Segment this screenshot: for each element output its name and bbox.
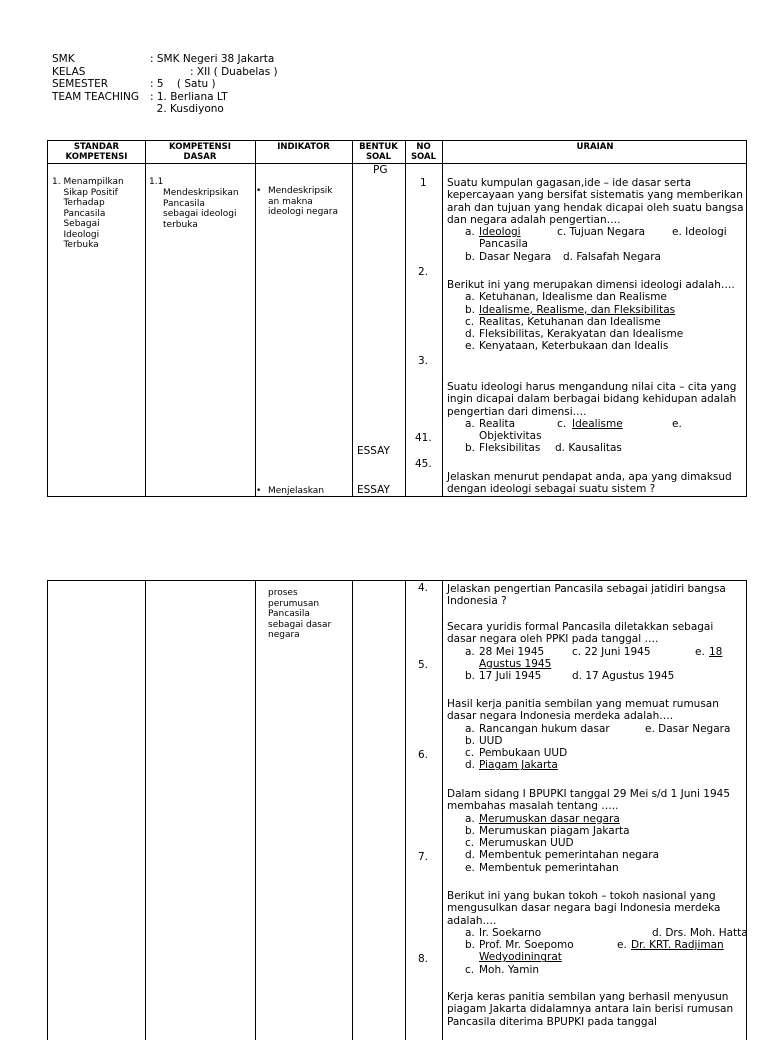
standar-kompetensi-text: 1. Menampilkan Sikap Positif Terhadap Pancasila Sebagai Ideologi Terbuka — [52, 177, 124, 250]
header-indikator: INDIKATOR — [277, 142, 330, 152]
question — [447, 471, 745, 496]
option-row: b. Fleksibilitas d. Kausalitas — [465, 442, 622, 455]
header-kompetensi-dasar: KOMPETENSI DASAR — [169, 142, 231, 162]
document-header — [52, 53, 452, 116]
option-answer: Piagam Jakarta — [479, 759, 558, 772]
question-text: Dalam sidang I BPUPKI tanggal 29 Mei s/d 1 Juni 1945 membahas masalah tentang ….. — [447, 788, 730, 813]
question-number: 1 — [420, 177, 427, 189]
question-text: Berikut ini yang merupakan dimensi ideologi adalah…. — [447, 279, 735, 291]
option-row: d. Piagam Jakarta — [465, 759, 558, 772]
question-text: Jelaskan menurut pendapat anda, apa yang dimaksud dengan ideologi sebagai suatu sistem ? — [447, 471, 732, 496]
option-row — [447, 658, 745, 670]
header-value: : SMK Negeri 38 Jakarta — [150, 53, 275, 65]
option-row: e. Kenyataan, Keterbukaan dan Idealis — [465, 340, 669, 353]
option-row: a. Merumuskan dasar negara — [447, 813, 745, 825]
question-text: Secara yuridis formal Pancasila diletakkan sebagai dasar negara oleh PPKI pada tanggal …. — [447, 621, 714, 646]
bentuk-soal: PG — [373, 164, 388, 176]
header-key: TEAM TEACHING — [52, 90, 139, 103]
option-row: a. Ketuhanan, Idealisme dan Realisme — [465, 291, 667, 304]
header-standar-kompetensi: STANDAR KOMPETENSI — [65, 142, 128, 162]
option-row: c. Realitas, Ketuhanan dan Idealisme — [465, 315, 661, 328]
option-row: e. Membentuk pemerintahan — [465, 861, 619, 874]
header-key: SEMESTER — [52, 78, 109, 90]
header-key: KELAS — [52, 65, 86, 78]
kompetensi-dasar-text: Mendeskripsikan Pancasila sebagai ideologi terbuka — [163, 188, 239, 230]
option-row: Pancasila — [479, 238, 528, 251]
question-text: Jelaskan pengertian Pancasila sebagai jatidiri bangsa Indonesia ? — [447, 583, 726, 608]
header-row — [52, 66, 452, 79]
question-number: 8. — [418, 953, 429, 965]
question-table-page-2 — [47, 580, 747, 1040]
option-row: a. Ir. Soekarno d. Drs. Moh. Hatta — [465, 926, 748, 939]
option-row: c. Merumuskan UUD — [465, 837, 574, 850]
indikator-text: proses perumusan Pancasila sebagai dasar negara — [268, 588, 332, 640]
header-value: 2. Kusdiyono — [150, 103, 224, 115]
question-number: 3. — [418, 355, 429, 367]
question-number: 7. — [418, 851, 429, 863]
option-answer: Idealisme, Realisme, dan Fleksibilitas — [479, 303, 676, 316]
header-key: SMK — [52, 53, 75, 65]
question-number: 41. — [415, 432, 432, 444]
question-text: Suatu ideologi harus mengandung nilai cita – cita yang ingin dicapai dalam berbagai bidang kehidupan adalah pengertian dari dimensi…. — [447, 381, 737, 418]
option-row: Objektivitas — [479, 430, 542, 443]
question-text: Berikut ini yang bukan tokoh – tokoh nasional yang mengusulkan dasar negara bagi Indonesia merdeka adalah…. — [447, 890, 721, 927]
question — [447, 381, 745, 455]
header-row — [52, 91, 452, 104]
question-number: 5. — [418, 659, 429, 671]
option-row: a. Realita c. Idealisme e. — [465, 417, 682, 430]
option-answer: Idealisme — [572, 417, 623, 430]
bentuk-soal: ESSAY — [357, 445, 390, 457]
option-row: b. Prof. Mr. Soepomo e. Dr. KRT. Radjiman — [465, 939, 724, 952]
option-row: a. 28 Mei 1945 c. 22 Juni 1945 e. 18 — [465, 645, 723, 658]
option-row: b. UUD — [465, 734, 503, 747]
option-row: c. Pembukaan UUD — [465, 747, 568, 760]
header-uraian: URAIAN — [576, 142, 614, 152]
option-row: d. Fleksibilitas, Kerakyatan dan Idealisme — [465, 328, 684, 341]
question-text: Kerja keras panitia sembilan yang berhasil menyusun piagam Jakarta didalamnya antara lain berisi rumusan Pancasila diterima BPUPKI pada tanggal — [447, 991, 734, 1028]
question — [447, 698, 745, 772]
option-row: c. Moh. Yamin — [465, 963, 540, 976]
option-row: d. Membentuk pemerintahan negara — [465, 849, 660, 862]
question — [447, 279, 745, 353]
option-answer: Dr. KRT. Radjiman — [631, 939, 724, 952]
header-value: : 1. Berliana LT — [150, 90, 228, 103]
kompetensi-number: 1.1 — [149, 177, 164, 187]
indikator-text: • Menjelaskan — [268, 486, 324, 497]
header-value: : XII ( Duabelas ) — [150, 65, 278, 78]
question-number: 45. — [415, 458, 432, 470]
option-answer: Wedyodiningrat — [479, 951, 562, 964]
bentuk-soal: ESSAY — [357, 484, 390, 496]
option-row — [447, 951, 745, 963]
question-text: Hasil kerja panitia sembilan yang memuat rumusan dasar negara Indonesia merdeka adalah…. — [447, 698, 719, 723]
option-row: b. Merumuskan piagam Jakarta — [465, 824, 630, 837]
question — [447, 788, 745, 874]
option-row: b. 17 Juli 1945 d. 17 Agustus 1945 — [465, 670, 675, 683]
question-table-page-1 — [47, 140, 747, 497]
indikator-text: • Mendeskripsik an makna ideologi negara — [268, 186, 338, 218]
question-number: 2. — [418, 266, 429, 278]
question-number: 6. — [418, 749, 429, 761]
question — [447, 991, 745, 1028]
question-number: 4. — [418, 582, 429, 594]
question — [447, 890, 748, 976]
question — [447, 177, 745, 263]
option-answer: Agustus 1945 — [479, 657, 552, 670]
header-no-soal: NO SOAL — [410, 142, 437, 162]
question — [447, 621, 745, 682]
option-answer: 18 — [709, 645, 723, 658]
question — [447, 583, 745, 608]
header-value: : 5 ( Satu ) — [150, 78, 216, 90]
option-row: b. Dasar Negara d. Falsafah Negara — [465, 250, 661, 263]
question-text: Suatu kumpulan gagasan,ide – ide dasar serta kepercayaan yang bersifat sistematis yang memberikan arah dan tujuan yang hendak dicapai oleh suatu bangsa dan negara adalah pengertian…. — [447, 177, 744, 226]
option-row: a. Rancangan hukum dasar e. Dasar Negara — [465, 722, 731, 735]
option-row: a. Ideologi c. Tujuan Negara e. Ideologi — [465, 226, 727, 239]
option-answer: Merumuskan dasar negara — [479, 812, 620, 825]
header-row — [52, 78, 452, 91]
header-row — [52, 103, 452, 116]
header-bentuk-soal: BENTUK SOAL — [359, 142, 398, 162]
option-answer: Ideologi — [479, 226, 521, 239]
option-row: b. Idealisme, Realisme, dan Fleksibilitas — [465, 303, 676, 316]
header-row — [52, 53, 452, 66]
